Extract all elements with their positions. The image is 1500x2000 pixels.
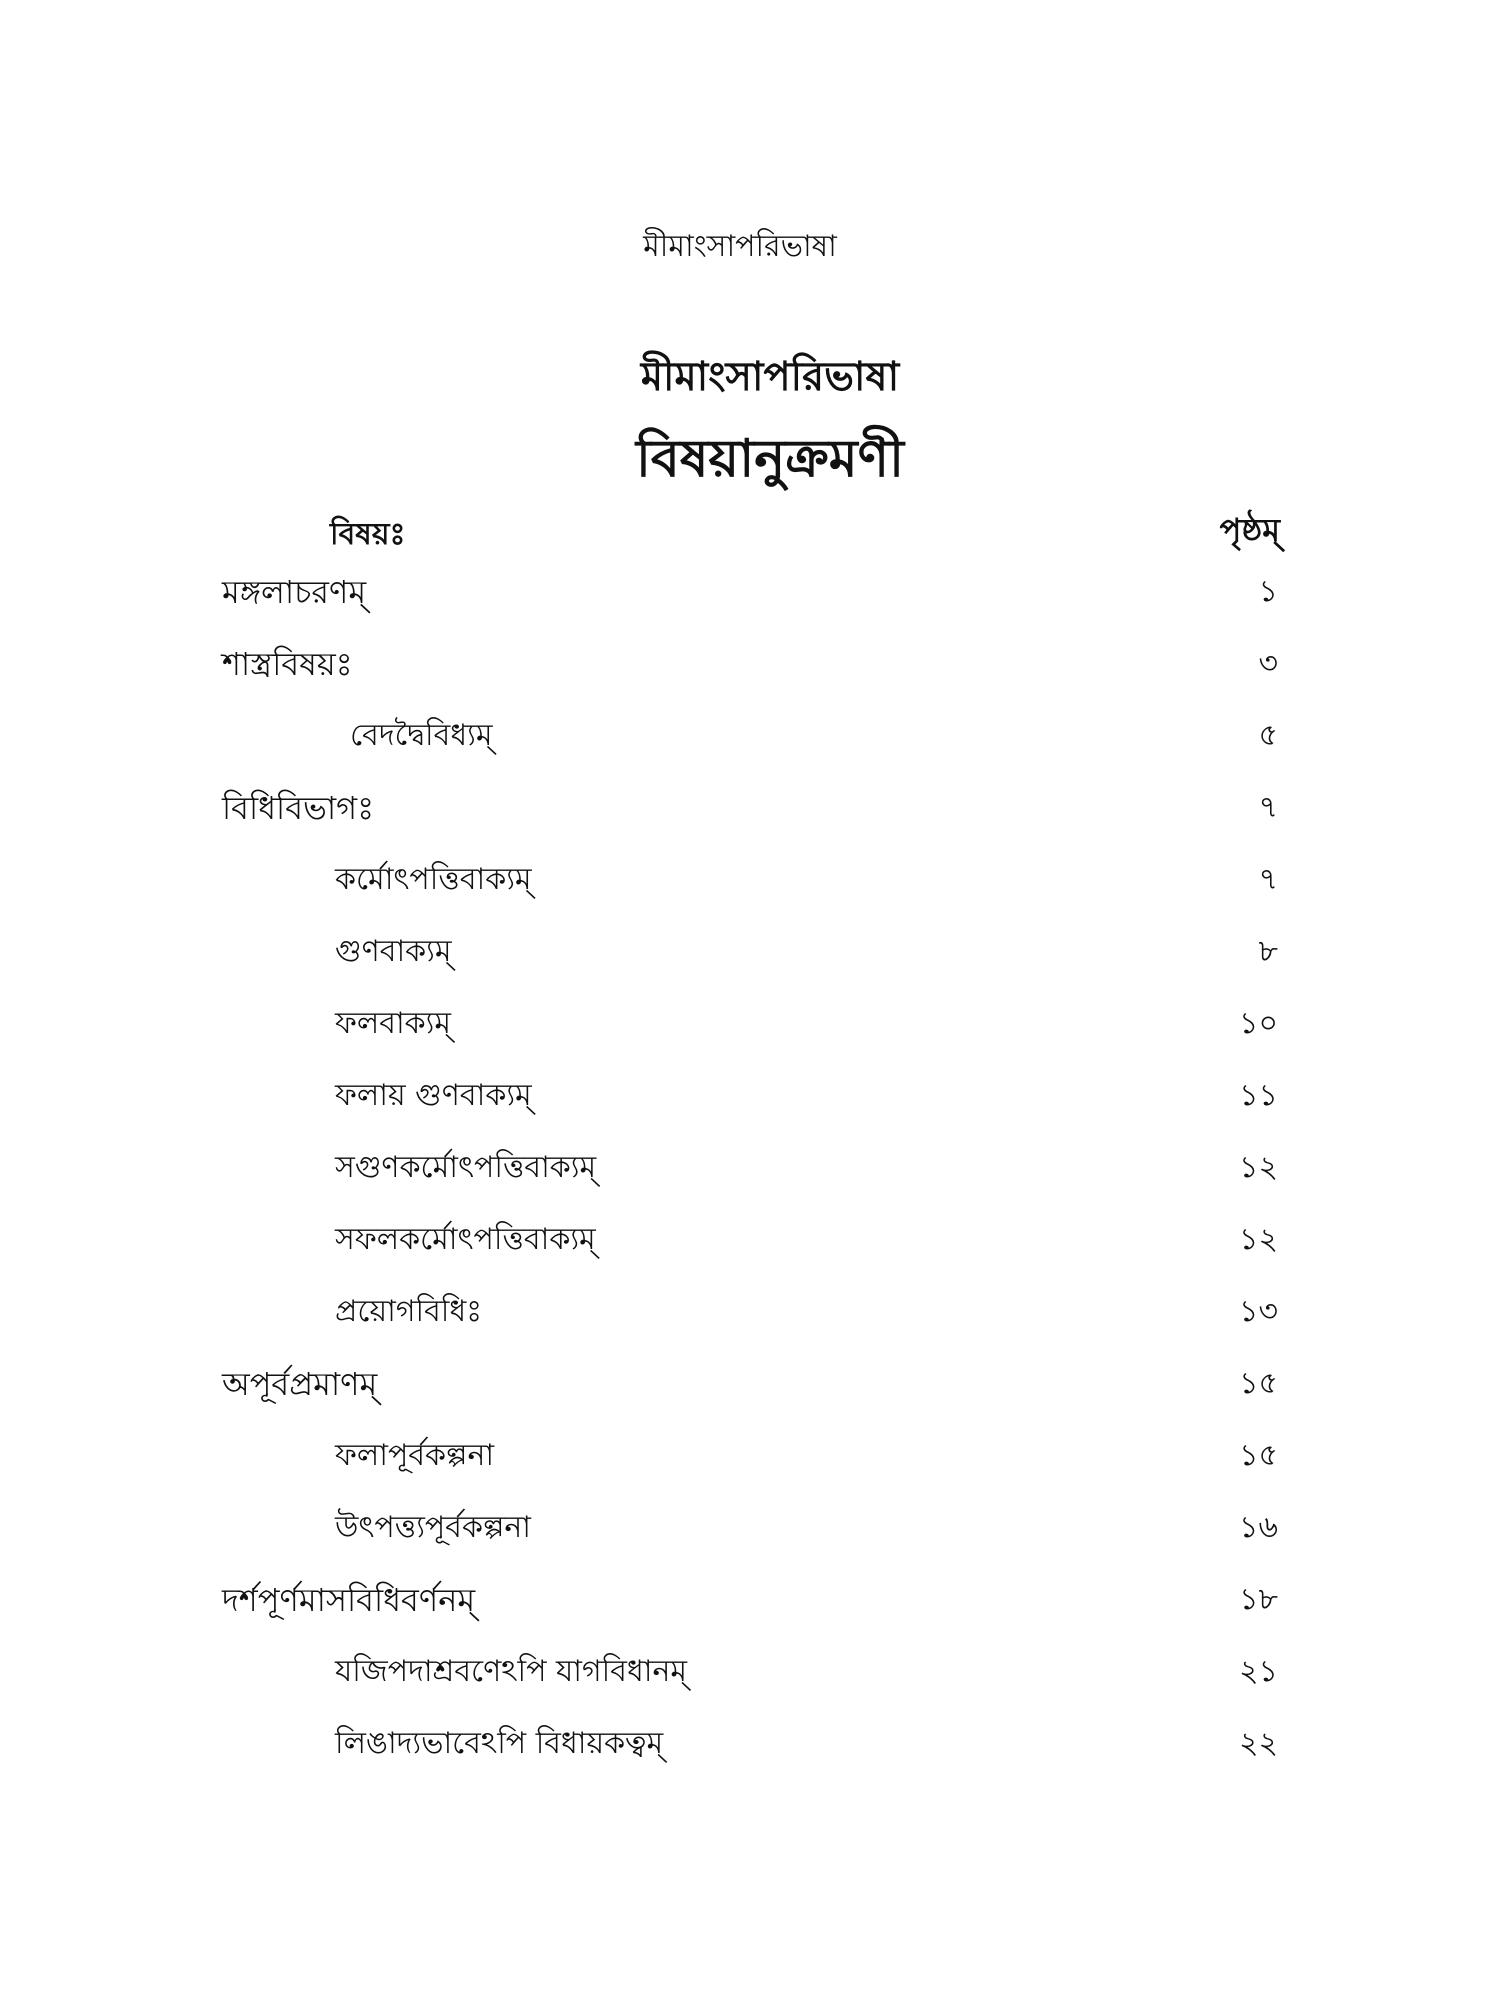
column-header-page: পৃষ্ঠম্: [1219, 511, 1280, 549]
toc-entry-text: সগুণকর্মোৎপত্তিবাক্যম্: [335, 1150, 597, 1185]
toc-entry-page: ১৩: [1239, 1294, 1278, 1329]
toc-entry-page: ২১: [1239, 1654, 1278, 1689]
toc-entry-page: ১০: [1239, 1006, 1278, 1041]
toc-entry-text: দর্শপূর্ণমাসবিধিবর্ণনম্: [222, 1581, 476, 1619]
toc-entry-page: ১৮: [1239, 1582, 1278, 1617]
toc-entry-karmotpattivakyam: [0, 860, 1500, 932]
toc-entry-page: ৭: [1258, 790, 1278, 825]
toc-entry-text: ফলায় গুণবাক্যম্: [335, 1078, 532, 1113]
running-head: [0, 222, 1500, 273]
toc-entry-lingadyabhave-vidhayakatvam: [0, 1724, 1500, 1796]
toc-entry-text: বিধিবিভাগঃ: [222, 789, 375, 827]
toc-entry-mangalacharanam: [0, 572, 1500, 644]
toc-entry-page: ১৬: [1239, 1510, 1278, 1545]
toc-entry-text: প্রয়োগবিধিঃ: [335, 1294, 483, 1329]
toc-entry-phalapurvakalpana: [0, 1436, 1500, 1508]
toc-entry-darshapurnamasavidhivarnanam: [0, 1580, 1500, 1652]
toc-entry-page: ৩: [1258, 646, 1278, 681]
toc-entry-yajipadashravane-yagavidhanam: [0, 1652, 1500, 1724]
toc-entry-shastravishayah: [0, 644, 1500, 716]
toc-entry-text: ফলবাক্যম্: [335, 1006, 452, 1041]
toc-title: [0, 418, 1500, 505]
toc-entry-text: বেদদ্বৈবিধ্যম্: [350, 718, 493, 753]
toc-title-text: বিষয়ানুক্রমণী: [636, 429, 904, 489]
toc-entry-text: ফলাপূর্বকল্পনা: [335, 1438, 495, 1473]
toc-entry-page: ১১: [1239, 1078, 1278, 1113]
toc-entry-text: উৎপত্ত্যপূর্বকল্পনা: [335, 1510, 531, 1545]
toc-entry-text: গুণবাক্যম্: [335, 934, 452, 969]
toc-entry-text: শাস্ত্রবিষয়ঃ: [222, 645, 353, 683]
toc-entry-text: মঙ্গলাচরণম্: [222, 573, 367, 611]
running-head-text: মীমাংসাপরিভাষা: [643, 229, 837, 264]
toc-entry-sagunakarmotpattivakyam: [0, 1148, 1500, 1220]
toc-entry-page: ৮: [1258, 934, 1278, 969]
toc-entry-apurvapramanam: [0, 1364, 1500, 1436]
toc-entry-page: ৫: [1258, 718, 1278, 753]
toc-entry-text: কর্মোৎপত্তিবাক্যম্: [335, 862, 532, 897]
toc-entry-page: ৭: [1258, 862, 1278, 897]
toc-entry-gunavakyam: [0, 932, 1500, 1004]
toc-entry-saphalakarmotpattivakyam: [0, 1220, 1500, 1292]
book-title: [0, 345, 1500, 412]
toc-list: [0, 572, 1500, 1796]
toc-entry-phalavakyam: [0, 1004, 1500, 1076]
toc-entry-text: সফলকর্মোৎপত্তিবাক্যম্: [335, 1222, 596, 1257]
toc-entry-page: ১৫: [1239, 1438, 1278, 1473]
toc-entry-vedadvaividhyam: [0, 716, 1500, 788]
toc-entry-phalaya-gunavakyam: [0, 1076, 1500, 1148]
toc-entry-text: অপূর্বপ্রমাণম্: [222, 1365, 378, 1403]
toc-entry-text: লিঙাদ্যভাবেঽপি বিধায়কত্বম্: [335, 1726, 664, 1761]
book-title-text: মীমাংসাপরিভাষা: [640, 354, 900, 400]
toc-entry-page: ১২: [1239, 1150, 1278, 1185]
toc-entry-text: যজিপদাশ্রবণেঽপি যাগবিধানম্: [335, 1654, 688, 1689]
toc-entry-page: ২২: [1238, 1726, 1278, 1761]
toc-entry-prayogavidhih: [0, 1292, 1500, 1364]
toc-entry-utpattyapurvakalpana: [0, 1508, 1500, 1580]
toc-entry-vidhivibhagah: [0, 788, 1500, 860]
column-header-subject: বিষয়ঃ: [330, 517, 406, 552]
toc-entry-page: ১২: [1239, 1222, 1278, 1257]
toc-entry-page: ১: [1258, 574, 1278, 609]
toc-entry-page: ১৫: [1239, 1366, 1278, 1401]
